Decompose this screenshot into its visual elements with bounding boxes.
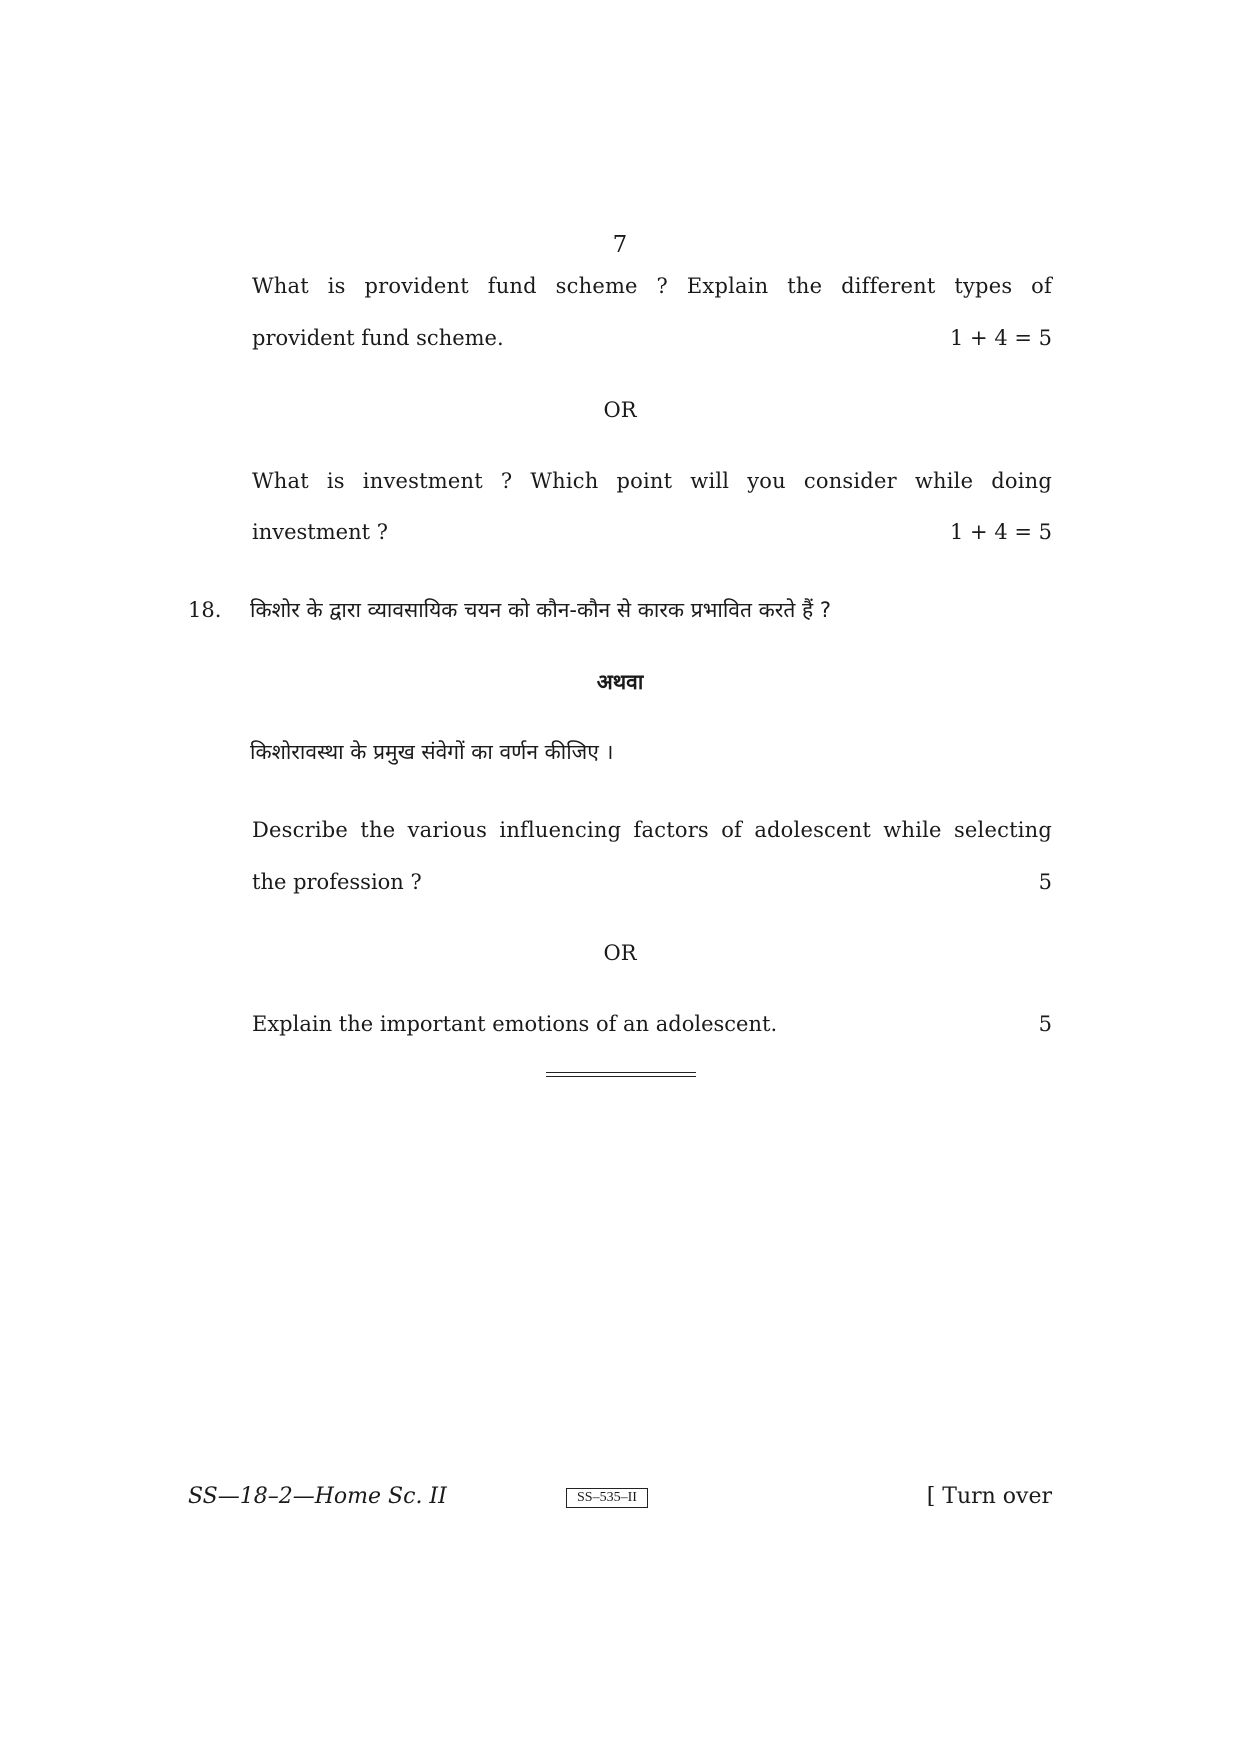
q18-main-line1: Describe the various influencing factors of adolescent while selecting — [252, 818, 1052, 842]
q17-main-line2-row — [252, 326, 1052, 350]
q17-alt-marks: 1 + 4 = 5 — [950, 520, 1052, 544]
q17-alt-line1: What is investment ? Which point will you consider while doing — [252, 469, 1052, 493]
q18-main-marks: 5 — [1038, 870, 1052, 894]
q18-hindi-or: अथवा — [596, 670, 644, 694]
q18-or: OR — [603, 941, 637, 965]
footer-boxed-code: SS–535–II — [566, 1488, 648, 1508]
q17-main-line1: What is provident fund scheme ? Explain the different types of — [252, 274, 1052, 298]
q17-main-marks: 1 + 4 = 5 — [950, 326, 1052, 350]
page-number: 7 — [612, 232, 628, 258]
q18-main-line2-row — [252, 870, 1052, 894]
end-rule — [546, 1072, 696, 1077]
q18-alt-line: Explain the important emotions of an adolescent. — [252, 1012, 778, 1036]
q18-alt-row — [252, 1012, 1052, 1036]
q17-main-line2: provident fund scheme. — [252, 326, 504, 350]
q18-hindi-alt: किशोरावस्था के प्रमुख संवेगों का वर्णन कीजिए । — [250, 740, 614, 764]
footer-turn-over: [ Turn over — [926, 1484, 1052, 1509]
q17-alt-line2-row — [252, 520, 1052, 544]
q18-main-line2: the profession ? — [252, 870, 422, 894]
q18-hindi-main: किशोर के द्वारा व्यावसायिक चयन को कौन-कौन से कारक प्रभावित करते हैं ? — [250, 598, 831, 622]
footer-paper-code: SS—18–2—Home Sc. II — [188, 1484, 447, 1509]
q18-number: 18. — [188, 598, 222, 622]
q17-alt-line2: investment ? — [252, 520, 388, 544]
q18-alt-marks: 5 — [1038, 1012, 1052, 1036]
q17-or: OR — [603, 398, 637, 422]
